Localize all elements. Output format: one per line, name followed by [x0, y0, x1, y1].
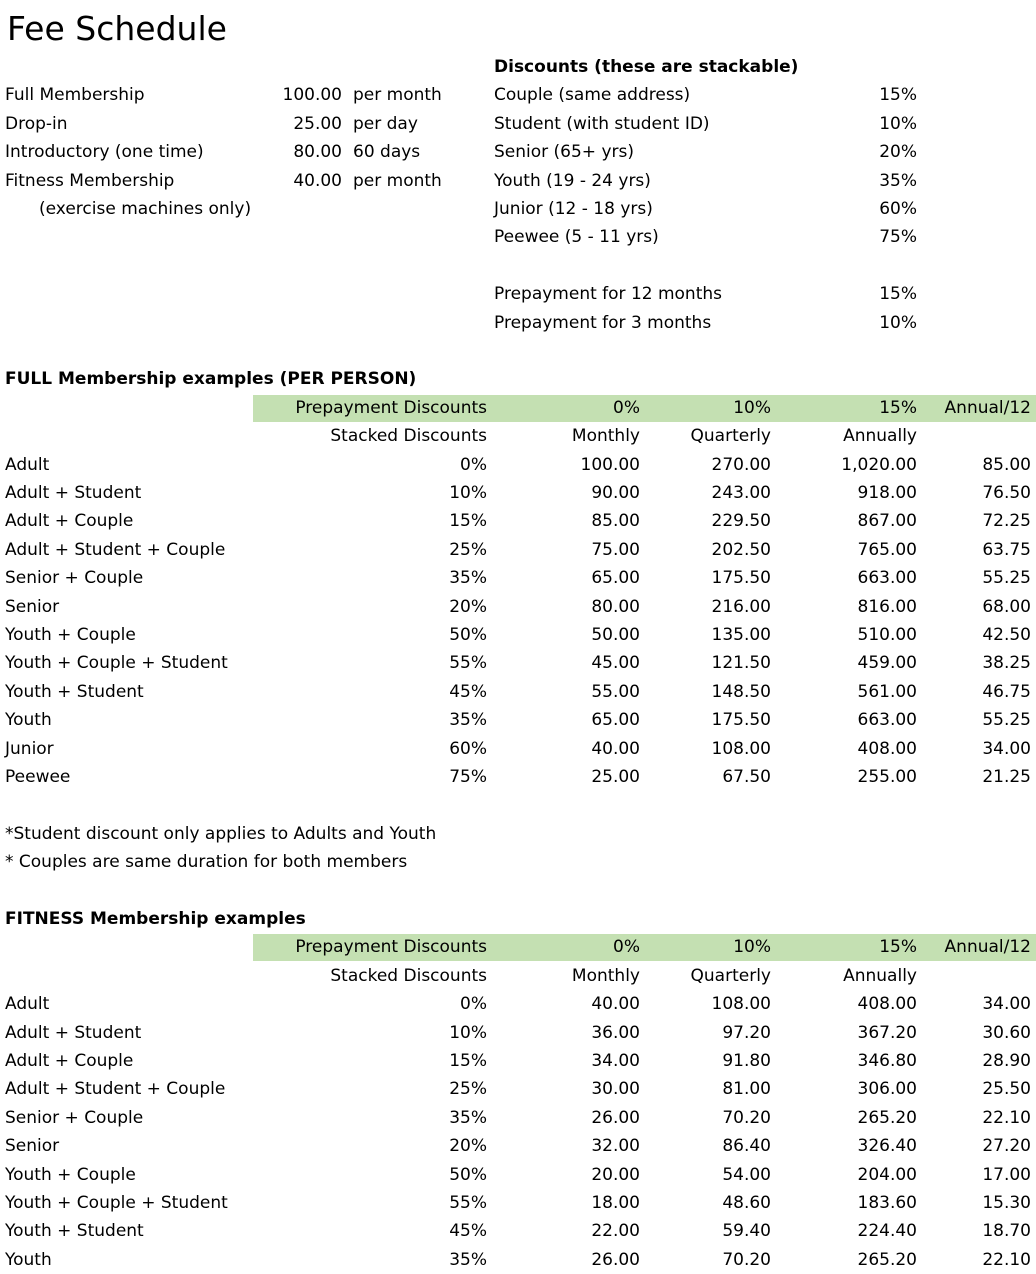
full-prepay-0: 0%	[613, 398, 640, 418]
full-row-value: 67.50	[722, 767, 771, 787]
fitness-row-value: 20%	[449, 1136, 487, 1156]
full-row-value: 175.50	[711, 710, 771, 730]
full-row-value: 21.25	[982, 767, 1031, 787]
fitness-row-value: 204.00	[857, 1165, 917, 1185]
fitness-row-value: 27.20	[982, 1136, 1031, 1156]
fitness-row-value: 326.40	[857, 1136, 917, 1156]
fitness-prepay-15: 15%	[879, 937, 917, 957]
full-row-value: 10%	[449, 483, 487, 503]
full-row-value: 65.00	[591, 568, 640, 588]
fitness-row-value: 17.00	[982, 1165, 1031, 1185]
fitness-row-value: 36.00	[591, 1023, 640, 1043]
fitness-row-label: Adult	[5, 994, 50, 1014]
fee-unit: 60 days	[353, 142, 421, 162]
fitness-row-value: 265.20	[857, 1250, 917, 1270]
fee-amount: 80.00	[293, 142, 342, 162]
fitness-row-value: 91.80	[722, 1051, 771, 1071]
discount-pct: 35%	[879, 171, 917, 191]
full-row-value: 148.50	[711, 682, 771, 702]
fitness-row-value: 34.00	[591, 1051, 640, 1071]
full-prepay-10: 10%	[733, 398, 771, 418]
fitness-prepayment-label: Prepayment Discounts	[295, 937, 487, 957]
discount-name: Peewee (5 - 11 yrs)	[494, 227, 659, 247]
full-row-value: 45%	[449, 682, 487, 702]
full-row-value: 55.25	[982, 710, 1031, 730]
full-row-value: 75%	[449, 767, 487, 787]
fitness-row-value: 306.00	[857, 1079, 917, 1099]
full-row-value: 816.00	[857, 597, 917, 617]
prepay-name: Prepayment for 3 months	[494, 313, 712, 333]
fitness-row-label: Senior	[5, 1136, 60, 1156]
fitness-row-value: 81.00	[722, 1079, 771, 1099]
fitness-row-value: 22.00	[591, 1221, 640, 1241]
fitness-row-value: 59.40	[722, 1221, 771, 1241]
discount-name: Youth (19 - 24 yrs)	[494, 171, 651, 191]
fitness-row-value: 367.20	[857, 1023, 917, 1043]
full-annual-label: Annual/12	[944, 398, 1031, 418]
full-row-value: 55%	[449, 653, 487, 673]
full-row-label: Youth + Couple	[5, 625, 136, 645]
full-row-value: 40.00	[591, 739, 640, 759]
fee-name: Drop-in	[5, 114, 68, 134]
full-row-value: 510.00	[857, 625, 917, 645]
discount-pct: 15%	[879, 85, 917, 105]
fitness-prepay-10: 10%	[733, 937, 771, 957]
fee-amount: 100.00	[282, 85, 342, 105]
full-row-label: Junior	[5, 739, 54, 759]
full-row-label: Youth + Couple + Student	[5, 653, 228, 673]
full-row-value: 663.00	[857, 568, 917, 588]
full-row-value: 46.75	[982, 682, 1031, 702]
full-row-value: 65.00	[591, 710, 640, 730]
full-row-value: 35%	[449, 710, 487, 730]
fee-unit: per day	[353, 114, 418, 134]
fitness-row-value: 86.40	[722, 1136, 771, 1156]
fitness-row-value: 18.00	[591, 1193, 640, 1213]
fitness-row-label: Senior + Couple	[5, 1108, 144, 1128]
full-row-value: 216.00	[711, 597, 771, 617]
prepay-name: Prepayment for 12 months	[494, 284, 723, 304]
fitness-row-value: 15.30	[982, 1193, 1031, 1213]
full-row-value: 50%	[449, 625, 487, 645]
full-row-value: 72.25	[982, 511, 1031, 531]
fitness-row-value: 55%	[449, 1193, 487, 1213]
fitness-quarterly-label: Quarterly	[690, 966, 771, 986]
fee-name: Introductory (one time)	[5, 142, 204, 162]
fitness-row-value: 108.00	[711, 994, 771, 1014]
discounts-heading: Discounts (these are stackable)	[494, 57, 799, 77]
fitness-note: (exercise machines only)	[39, 199, 252, 219]
full-row-value: 85.00	[591, 511, 640, 531]
full-row-value: 459.00	[857, 653, 917, 673]
full-row-value: 68.00	[982, 597, 1031, 617]
fee-unit: per month	[353, 171, 442, 191]
full-row-value: 75.00	[591, 540, 640, 560]
full-row-value: 55.00	[591, 682, 640, 702]
fitness-prepay-0: 0%	[613, 937, 640, 957]
prepay-pct: 15%	[879, 284, 917, 304]
fee-amount: 25.00	[293, 114, 342, 134]
fitness-row-value: 45%	[449, 1221, 487, 1241]
fitness-row-value: 10%	[449, 1023, 487, 1043]
fitness-row-value: 18.70	[982, 1221, 1031, 1241]
full-row-value: 34.00	[982, 739, 1031, 759]
full-row-value: 1,020.00	[841, 455, 917, 475]
fee-name: Fitness Membership	[5, 171, 175, 191]
prepay-pct: 10%	[879, 313, 917, 333]
full-row-value: 50.00	[591, 625, 640, 645]
full-row-value: 0%	[460, 455, 487, 475]
fitness-row-value: 30.60	[982, 1023, 1031, 1043]
full-row-value: 25.00	[591, 767, 640, 787]
fitness-row-label: Youth	[5, 1250, 52, 1270]
fee-unit: per month	[353, 85, 442, 105]
full-row-value: 76.50	[982, 483, 1031, 503]
fitness-row-value: 97.20	[722, 1023, 771, 1043]
fitness-row-value: 408.00	[857, 994, 917, 1014]
full-row-value: 38.25	[982, 653, 1031, 673]
discount-pct: 75%	[879, 227, 917, 247]
footnote: * Couples are same duration for both members	[5, 852, 408, 872]
full-row-label: Youth + Student	[5, 682, 144, 702]
full-row-value: 765.00	[857, 540, 917, 560]
full-row-value: 918.00	[857, 483, 917, 503]
fitness-row-value: 20.00	[591, 1165, 640, 1185]
full-row-value: 408.00	[857, 739, 917, 759]
fitness-annual-label: Annual/12	[944, 937, 1031, 957]
full-row-value: 35%	[449, 568, 487, 588]
full-row-value: 20%	[449, 597, 487, 617]
full-monthly-label: Monthly	[571, 426, 640, 446]
full-row-value: 90.00	[591, 483, 640, 503]
full-row-value: 45.00	[591, 653, 640, 673]
page-title: Fee Schedule	[7, 9, 227, 48]
full-row-value: 25%	[449, 540, 487, 560]
fitness-row-value: 40.00	[591, 994, 640, 1014]
fitness-row-value: 25.50	[982, 1079, 1031, 1099]
full-row-value: 663.00	[857, 710, 917, 730]
full-row-value: 202.50	[711, 540, 771, 560]
full-row-value: 42.50	[982, 625, 1031, 645]
fitness-monthly-label: Monthly	[571, 966, 640, 986]
full-stacked-label: Stacked Discounts	[330, 426, 487, 446]
full-section-title: FULL Membership examples (PER PERSON)	[5, 369, 417, 389]
full-row-value: 121.50	[711, 653, 771, 673]
discount-pct: 20%	[879, 142, 917, 162]
fitness-row-value: 50%	[449, 1165, 487, 1185]
full-row-value: 867.00	[857, 511, 917, 531]
fitness-row-label: Adult + Student	[5, 1023, 142, 1043]
discount-pct: 60%	[879, 199, 917, 219]
fitness-row-value: 30.00	[591, 1079, 640, 1099]
full-row-value: 80.00	[591, 597, 640, 617]
full-row-value: 229.50	[711, 511, 771, 531]
full-row-value: 270.00	[711, 455, 771, 475]
full-row-value: 135.00	[711, 625, 771, 645]
fitness-row-label: Adult + Couple	[5, 1051, 134, 1071]
full-row-value: 255.00	[857, 767, 917, 787]
discount-pct: 10%	[879, 114, 917, 134]
fitness-row-value: 28.90	[982, 1051, 1031, 1071]
fitness-row-label: Adult + Student + Couple	[5, 1079, 226, 1099]
fitness-row-value: 48.60	[722, 1193, 771, 1213]
footnote: *Student discount only applies to Adults and Youth	[5, 824, 437, 844]
fitness-row-value: 34.00	[982, 994, 1031, 1014]
fitness-row-value: 265.20	[857, 1108, 917, 1128]
full-row-value: 63.75	[982, 540, 1031, 560]
full-annually-label: Annually	[843, 426, 917, 446]
fitness-section-title: FITNESS Membership examples	[5, 909, 306, 929]
fee-amount: 40.00	[293, 171, 342, 191]
fitness-row-value: 15%	[449, 1051, 487, 1071]
fitness-row-value: 22.10	[982, 1250, 1031, 1270]
discount-name: Student (with student ID)	[494, 114, 710, 134]
fitness-row-value: 183.60	[857, 1193, 917, 1213]
fitness-row-value: 70.20	[722, 1250, 771, 1270]
fitness-annually-label: Annually	[843, 966, 917, 986]
full-row-value: 60%	[449, 739, 487, 759]
fitness-row-value: 224.40	[857, 1221, 917, 1241]
discount-name: Couple (same address)	[494, 85, 691, 105]
full-row-label: Adult	[5, 455, 50, 475]
full-row-label: Peewee	[5, 767, 71, 787]
full-row-label: Senior + Couple	[5, 568, 144, 588]
full-row-label: Senior	[5, 597, 60, 617]
fitness-row-label: Youth + Couple + Student	[5, 1193, 228, 1213]
fitness-row-value: 26.00	[591, 1108, 640, 1128]
full-row-label: Adult + Student + Couple	[5, 540, 226, 560]
full-row-label: Youth	[5, 710, 52, 730]
fitness-row-value: 70.20	[722, 1108, 771, 1128]
full-prepay-15: 15%	[879, 398, 917, 418]
full-row-label: Adult + Student	[5, 483, 142, 503]
fitness-row-value: 54.00	[722, 1165, 771, 1185]
discount-name: Senior (65+ yrs)	[494, 142, 634, 162]
fitness-row-value: 26.00	[591, 1250, 640, 1270]
full-row-value: 85.00	[982, 455, 1031, 475]
full-row-value: 55.25	[982, 568, 1031, 588]
full-row-label: Adult + Couple	[5, 511, 134, 531]
full-row-value: 175.50	[711, 568, 771, 588]
fee-name: Full Membership	[5, 85, 145, 105]
fitness-row-value: 35%	[449, 1108, 487, 1128]
fitness-row-value: 35%	[449, 1250, 487, 1270]
fitness-stacked-label: Stacked Discounts	[330, 966, 487, 986]
fitness-row-value: 346.80	[857, 1051, 917, 1071]
discount-name: Junior (12 - 18 yrs)	[494, 199, 653, 219]
full-row-value: 561.00	[857, 682, 917, 702]
full-row-value: 108.00	[711, 739, 771, 759]
full-row-value: 100.00	[580, 455, 640, 475]
fitness-row-label: Youth + Couple	[5, 1165, 136, 1185]
fitness-row-label: Youth + Student	[5, 1221, 144, 1241]
full-quarterly-label: Quarterly	[690, 426, 771, 446]
full-row-value: 243.00	[711, 483, 771, 503]
fitness-row-value: 0%	[460, 994, 487, 1014]
fitness-row-value: 32.00	[591, 1136, 640, 1156]
full-prepayment-label: Prepayment Discounts	[295, 398, 487, 418]
full-row-value: 15%	[449, 511, 487, 531]
fitness-row-value: 25%	[449, 1079, 487, 1099]
fitness-row-value: 22.10	[982, 1108, 1031, 1128]
